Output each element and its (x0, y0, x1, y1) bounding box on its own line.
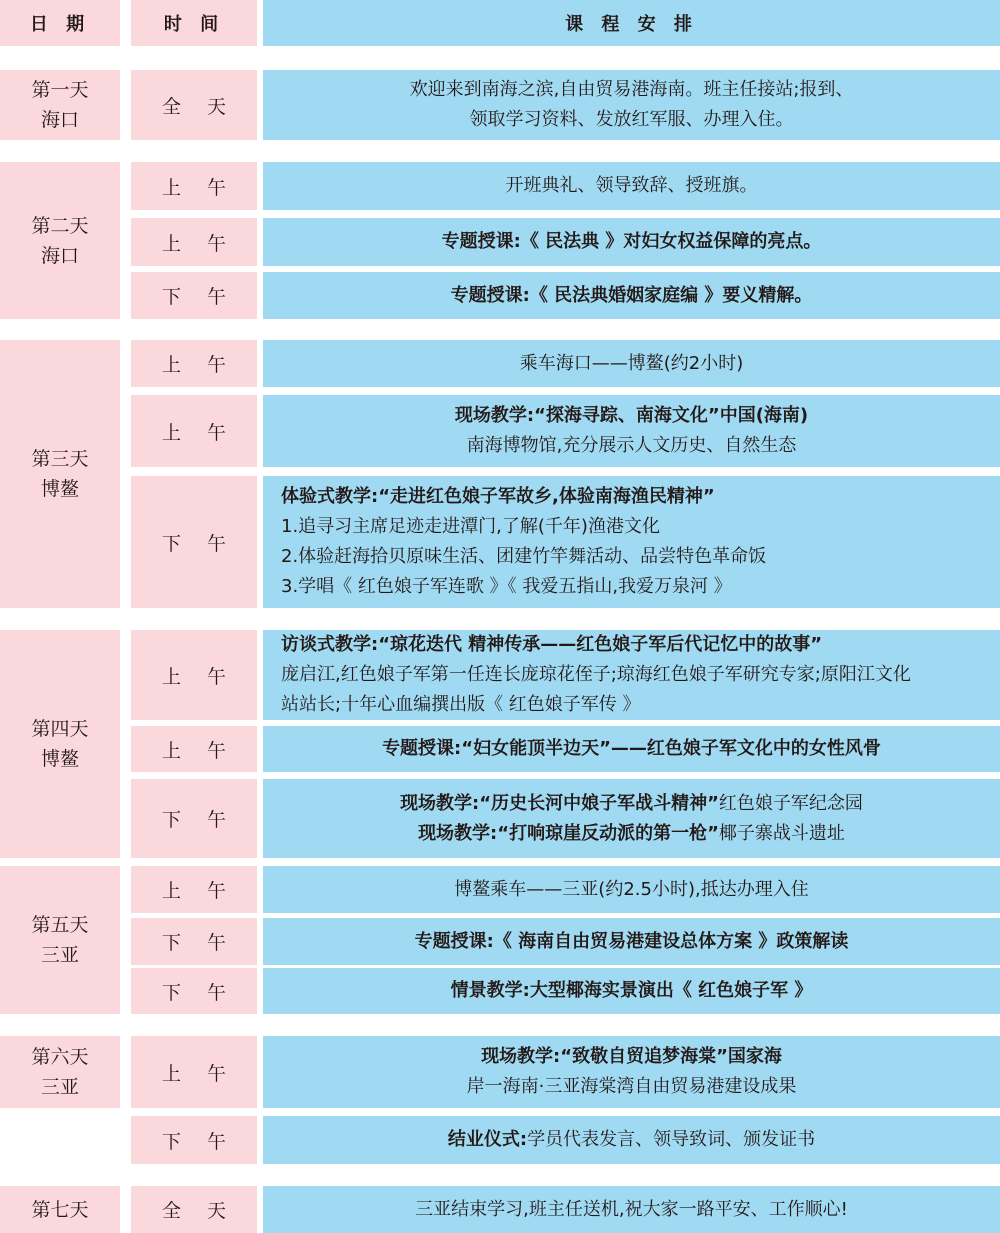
day-label: 第三天 (31, 448, 89, 470)
content-bold-text: 现场教学:“探海寻踪、南海文化”中国(海南) (454, 405, 809, 426)
session-time: 下 午 (131, 1116, 257, 1164)
session-content (263, 395, 1000, 467)
session-time: 上 午 (131, 395, 257, 467)
day-date-cell (0, 162, 120, 319)
header-date: 日 期 (0, 0, 120, 46)
location-label: 海口 (40, 109, 79, 131)
day-date-cell (0, 70, 120, 140)
content-bold-text: 体验式教学:“走进红色娘子军故乡,体验南海渔民精神” (281, 486, 715, 507)
location-label: 海口 (40, 244, 79, 267)
content-bold-text: 专题授课:“妇女能顶半边天”——红色娘子军文化中的女性风骨 (382, 738, 881, 759)
content-line (506, 171, 758, 201)
session-time: 上 午 (131, 630, 257, 720)
day-date-cell (0, 1036, 120, 1108)
content-line (281, 572, 732, 602)
content-line (470, 105, 794, 135)
day-label: 第四天 (31, 718, 89, 740)
content-line (442, 227, 822, 257)
session-content (263, 866, 1000, 913)
content-line (400, 789, 863, 819)
session-content (263, 779, 1000, 858)
content-bold-text: 现场教学:“历史长河中娘子军战斗精神” (400, 792, 719, 814)
content-line (455, 401, 808, 431)
session-time: 上 午 (131, 726, 257, 772)
day-label: 第七天 (31, 1198, 89, 1221)
header-schedule: 课 程 安 排 (263, 0, 1000, 46)
session-time: 上 午 (131, 1036, 257, 1108)
session-time: 下 午 (131, 968, 257, 1014)
day-date-cell (0, 630, 120, 858)
day-date-cell (0, 1186, 120, 1233)
content-bold-text: 结业仪式: (447, 1129, 528, 1150)
location-label: 三亚 (40, 944, 79, 966)
session-time: 全 天 (131, 1186, 257, 1233)
day-label: 第五天 (31, 914, 89, 936)
session-content (263, 218, 1000, 266)
header-time: 时 间 (131, 0, 257, 46)
content-text: 1.追寻习主席足迹走进潭门,了解(千年)渔港文化 (281, 516, 660, 537)
location-label: 博鳌 (40, 478, 79, 500)
session-content (263, 476, 1000, 608)
session-time: 下 午 (131, 476, 257, 608)
session-content (263, 918, 1000, 965)
content-line (418, 819, 845, 849)
content-line (281, 630, 822, 660)
content-line (281, 690, 641, 720)
content-line (415, 1195, 848, 1225)
content-line (451, 976, 813, 1006)
session-time: 下 午 (131, 918, 257, 965)
content-line (451, 281, 813, 311)
session-time: 上 午 (131, 162, 257, 210)
content-text: 博鳌乘车——三亚(约2.5小时),抵达办理入住 (454, 878, 809, 900)
content-text: 欢迎来到南海之滨,自由贸易港海南。班主任接站;报到、 (409, 79, 854, 100)
content-line (281, 542, 766, 572)
content-line (467, 431, 797, 461)
content-bold-text: 现场教学:“致敬自贸追梦海棠”国家海 (481, 1046, 782, 1067)
content-bold-text: 现场教学:“打响琼崖反动派的第一枪” (418, 822, 719, 844)
content-text: 三亚结束学习,班主任送机,祝大家一路平安、工作顺心! (415, 1198, 848, 1220)
session-content (263, 162, 1000, 210)
session-content (263, 1116, 1000, 1164)
content-text: 学员代表发言、领导致词、颁发证书 (527, 1129, 816, 1150)
content-line (454, 875, 808, 905)
content-bold-text: 专题授课:《 海南自由贸易港建设总体方案 》政策解读 (414, 930, 849, 952)
location-label: 三亚 (40, 1076, 79, 1098)
content-text: 开班典礼、领导致辞、授班旗。 (505, 175, 758, 196)
day-label: 第二天 (31, 214, 89, 237)
session-content (263, 272, 1000, 319)
content-text: 庞启江,红色娘子军第一任连长庞琼花侄子;琼海红色娘子军研究专家;原阳江文化 (281, 664, 911, 685)
content-line (281, 482, 715, 512)
session-content (263, 726, 1000, 772)
content-bold-text: 访谈式教学:“琼花迭代 精神传承——红色娘子军后代记忆中的故事” (281, 634, 823, 655)
content-line (410, 75, 854, 105)
content-text: 3.学唱《 红色娘子军连歌 》《 我爱五指山,我爱万泉河 》 (281, 576, 732, 597)
content-text: 2.体验赶海拾贝原味生活、团建竹竿舞活动、品尝特色革命饭 (281, 546, 767, 567)
session-time: 全 天 (131, 70, 257, 140)
content-line (467, 1072, 797, 1102)
session-time: 上 午 (131, 218, 257, 266)
content-text: 领取学习资料、发放红军服、办理入住。 (469, 109, 794, 130)
session-content (263, 1186, 1000, 1233)
session-time: 下 午 (131, 272, 257, 319)
session-time: 上 午 (131, 866, 257, 913)
session-time: 上 午 (131, 340, 257, 387)
session-time: 下 午 (131, 779, 257, 858)
content-bold-text: 专题授课:《 民法典 》对妇女权益保障的亮点。 (441, 231, 822, 252)
session-content (263, 340, 1000, 387)
session-content (263, 968, 1000, 1014)
session-content (263, 1036, 1000, 1108)
content-text: 椰子寨战斗遗址 (718, 822, 845, 844)
session-content (263, 630, 1000, 720)
content-text: 岸一海南·三亚海棠湾自由贸易港建设成果 (466, 1076, 797, 1097)
content-bold-text: 专题授课:《 民法典婚姻家庭编 》要义精解。 (450, 284, 813, 306)
content-bold-text: 情景教学:大型椰海实景演出《 红色娘子军 》 (450, 980, 813, 1001)
day-label: 第六天 (31, 1046, 89, 1068)
content-line (448, 1125, 815, 1155)
content-line (520, 349, 744, 379)
content-text: 红色娘子军纪念园 (718, 792, 863, 814)
content-line (281, 512, 660, 542)
content-line (382, 734, 881, 764)
day-label: 第一天 (31, 79, 89, 101)
session-content (263, 70, 1000, 140)
location-label: 博鳌 (40, 748, 79, 770)
content-line (281, 660, 911, 690)
day-date-cell (0, 340, 120, 608)
content-line (415, 927, 849, 957)
content-text: 南海博物馆,充分展示人文历史、自然生态 (466, 435, 797, 456)
content-text: 站站长;十年心血编撰出版《 红色娘子军传 》 (281, 694, 641, 715)
day-date-cell (0, 866, 120, 1014)
content-line (481, 1042, 782, 1072)
content-text: 乘车海口——博鳌(约2小时) (519, 352, 744, 374)
